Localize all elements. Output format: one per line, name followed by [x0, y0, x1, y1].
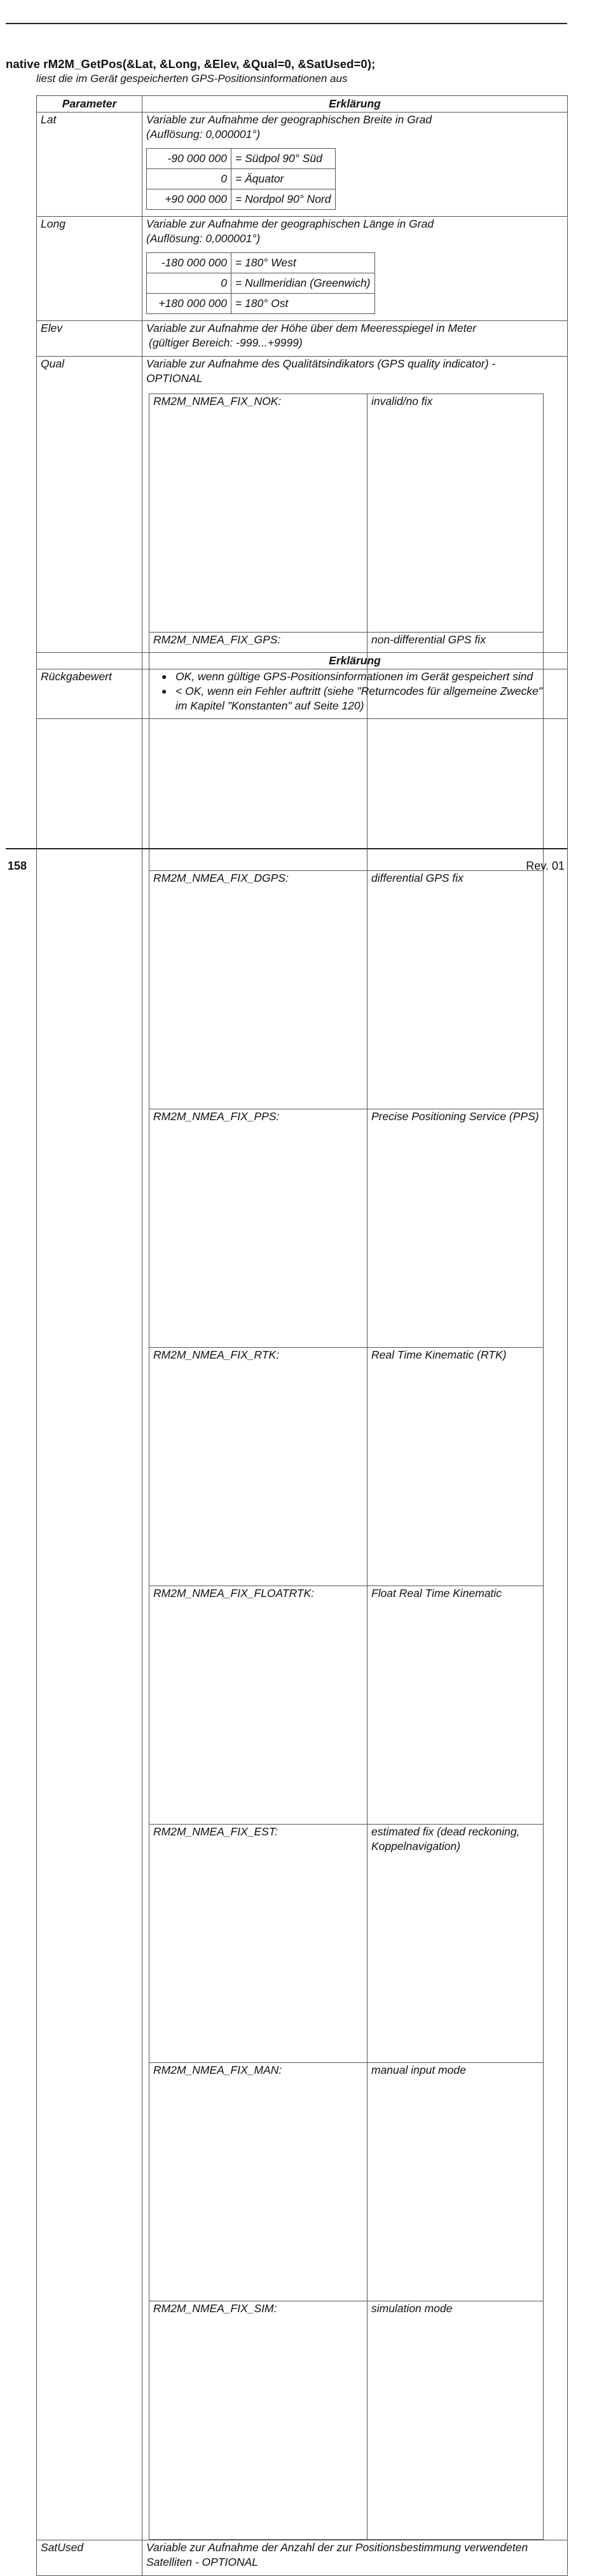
list-item	[161, 684, 563, 713]
list-item	[147, 189, 336, 210]
long-meaning: = 180° Ost	[231, 294, 375, 314]
header-explanation: Erklärung	[142, 96, 568, 113]
lat-meaning: = Südpol 90° Süd	[231, 149, 336, 169]
param-name-elev: Elev	[37, 321, 142, 357]
param-desc-lat	[142, 113, 568, 217]
header-empty	[37, 653, 142, 669]
constant-name: RM2M_NMEA_FIX_MAN:	[149, 2063, 367, 2301]
long-desc-line2: (Auflösung: 0,000001°)	[146, 232, 261, 245]
long-value: 0	[147, 273, 231, 294]
parameter-table	[36, 95, 568, 2576]
long-meaning: = 180° West	[231, 253, 375, 273]
list-item	[149, 2063, 544, 2301]
constant-meaning-line2: Koppelnavigation)	[371, 1840, 461, 1853]
satused-desc-line2: Satelliten - OPTIONAL	[146, 2556, 259, 2568]
table-header-row	[37, 96, 568, 113]
lat-value: 0	[147, 169, 231, 189]
long-values	[146, 252, 375, 314]
param-name-satused: SatUsed	[37, 2540, 142, 2576]
return-label: Rückgabewert	[37, 669, 142, 719]
list-item	[149, 2301, 544, 2540]
elev-desc-line1: Variable zur Aufnahme der Höhe über dem Meeresspiegel in Meter	[146, 322, 477, 334]
footer-rule	[6, 848, 567, 849]
long-desc-line1: Variable zur Aufnahme der geographischen Länge in Grad	[146, 217, 434, 230]
function-signature: native rM2M_GetPos(&Lat, &Long, &Elev, &Qual=0, &SatUsed=0);	[6, 57, 376, 71]
header-explanation: Erklärung	[142, 653, 568, 669]
list-item	[149, 394, 544, 633]
bullet-text-line2: im Kapitel "Konstanten" auf Seite 120)	[175, 699, 364, 712]
list-item	[147, 253, 375, 273]
list-item	[147, 169, 336, 189]
lat-desc-line2: (Auflösung: 0,000001°)	[146, 128, 261, 140]
list-item	[161, 669, 563, 684]
constant-name: RM2M_NMEA_FIX_DGPS:	[149, 871, 367, 1109]
table-row-return	[37, 669, 568, 719]
constant-meaning: manual input mode	[367, 2063, 544, 2301]
constant-name: RM2M_NMEA_FIX_GPS:	[149, 633, 367, 871]
constant-meaning: Float Real Time Kinematic	[367, 1586, 544, 1825]
list-item	[149, 1348, 544, 1586]
param-desc-elev	[142, 321, 568, 357]
constant-name: RM2M_NMEA_FIX_NOK:	[149, 394, 367, 633]
lat-value: -90 000 000	[147, 149, 231, 169]
bullet-text: < OK, wenn ein Fehler auftritt (siehe "Returncodes für allgemeine Zwecke"	[175, 685, 543, 697]
table-row-satused	[37, 2540, 568, 2576]
constant-meaning: differential GPS fix	[367, 871, 544, 1109]
param-desc-satused	[142, 2540, 568, 2576]
qual-desc-line2: OPTIONAL	[146, 372, 203, 385]
lat-desc-line1: Variable zur Aufnahme der geographischen Breite in Grad	[146, 113, 432, 126]
table-row-lat	[37, 113, 568, 217]
constant-meaning: invalid/no fix	[367, 394, 544, 633]
param-desc-long	[142, 217, 568, 321]
list-item	[149, 871, 544, 1109]
return-bullets	[142, 669, 563, 713]
constant-meaning: Real Time Kinematic (RTK)	[367, 1348, 544, 1586]
lat-values	[146, 148, 336, 210]
constant-meaning: Precise Positioning Service (PPS)	[367, 1109, 544, 1348]
function-description: liest die im Gerät gespeicherten GPS-Positionsinformationen aus	[36, 72, 348, 85]
bullet-text: OK, wenn gültige GPS-Positionsinformationen im Gerät gespeichert sind	[175, 670, 533, 683]
list-item	[149, 1109, 544, 1348]
long-value: -180 000 000	[147, 253, 231, 273]
param-name-long: Long	[37, 217, 142, 321]
long-meaning: = Nullmeridian (Greenwich)	[231, 273, 375, 294]
table-header-row	[37, 653, 568, 669]
lat-meaning: = Äquator	[231, 169, 336, 189]
constant-meaning: non-differential GPS fix	[367, 633, 544, 871]
qual-desc-line1: Variable zur Aufnahme des Qualitätsindikators (GPS quality indicator) -	[146, 357, 496, 370]
constant-name: RM2M_NMEA_FIX_RTK:	[149, 1348, 367, 1586]
bullet-icon: ●	[161, 686, 167, 696]
list-item	[149, 1586, 544, 1825]
list-item	[149, 1825, 544, 2063]
constant-name: RM2M_NMEA_FIX_FLOATRTK:	[149, 1586, 367, 1825]
return-desc	[142, 669, 568, 719]
param-name-qual: Qual	[37, 357, 142, 2540]
return-value-table	[36, 652, 568, 719]
revision-label: Rev. 01	[526, 860, 565, 872]
constant-name: RM2M_NMEA_FIX_SIM:	[149, 2301, 367, 2540]
list-item	[147, 294, 375, 314]
long-value: +180 000 000	[147, 294, 231, 314]
page-number: 158	[8, 860, 27, 872]
constant-name: RM2M_NMEA_FIX_EST:	[149, 1825, 367, 2063]
list-item	[147, 273, 375, 294]
constant-meaning: simulation mode	[367, 2301, 544, 2540]
table-row-elev	[37, 321, 568, 357]
header-parameter: Parameter	[37, 96, 142, 113]
constant-meaning-line1: estimated fix (dead reckoning,	[371, 1825, 520, 1838]
header-rule	[6, 23, 567, 24]
elev-desc-line2: (gültiger Bereich: -999...+9999)	[149, 336, 303, 349]
param-name-lat: Lat	[37, 113, 142, 217]
constant-meaning	[367, 1825, 544, 2063]
bullet-icon: ●	[161, 671, 167, 682]
constant-name: RM2M_NMEA_FIX_PPS:	[149, 1109, 367, 1348]
lat-meaning: = Nordpol 90° Nord	[231, 189, 336, 210]
lat-value: +90 000 000	[147, 189, 231, 210]
satused-desc-line1: Variable zur Aufnahme der Anzahl der zur Positionsbestimmung verwendeten	[146, 2541, 528, 2554]
table-row-long	[37, 217, 568, 321]
list-item	[147, 149, 336, 169]
